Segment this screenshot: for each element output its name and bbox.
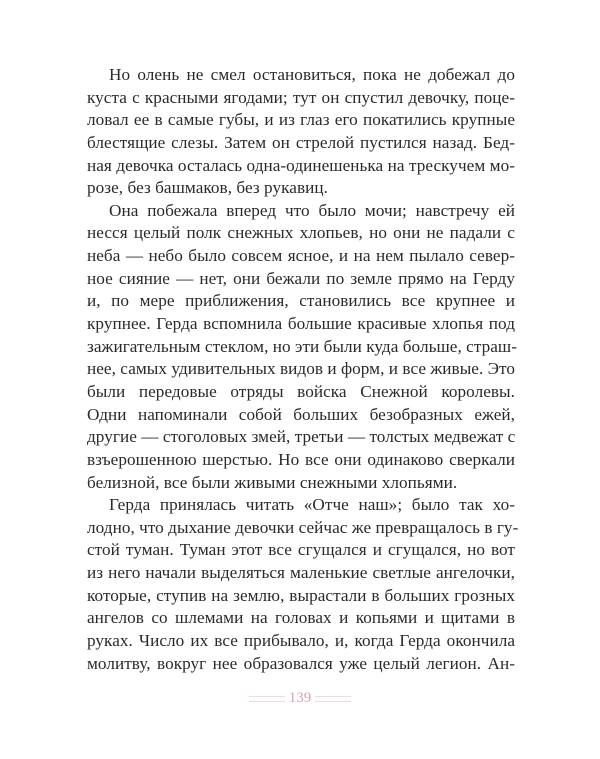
text-line: неба — небо было совсем ясное, и на нем пылало север- xyxy=(87,246,515,266)
text-line: блестящие слезы. Затем он стрелой пустился назад. Бед- xyxy=(87,132,515,152)
text-line: Она побежала вперед что было мочи; навстречу ей xyxy=(109,200,515,220)
text-line: и, по мере приближения, становились все крупнее и xyxy=(87,291,515,311)
text-line: несся целый полк снежных хлопьев, но они не падали с xyxy=(87,223,515,243)
text-line: Но олень не смел остановиться, пока не добежал до xyxy=(109,65,515,84)
page-number: 139 xyxy=(288,690,312,706)
paragraph xyxy=(87,494,519,675)
text-line: Герда принялась читать «Отче наш»; было так хо- xyxy=(109,495,515,515)
text-line: крупнее. Герда вспомнила большие красивые хлопья под xyxy=(87,314,515,334)
text-line: розе, без башмаков, без рукавиц. xyxy=(87,178,328,198)
page-number-footer xyxy=(0,690,600,707)
text-line: куста с красными ягодами; тут он спустил девочку, поце- xyxy=(87,87,515,107)
text-line: белизной, все были живыми снежными хлопьями. xyxy=(87,472,458,492)
paragraph xyxy=(87,64,515,200)
text-line: которые, ступив на землю, вырастали в больших грозных xyxy=(87,585,515,605)
book-page-text xyxy=(87,64,519,675)
text-line: молитву, вокруг нее образовался уже целый легион. Ан- xyxy=(87,653,515,673)
text-line: ная девочка осталась одна-одинешенька на трескучем мо- xyxy=(87,155,515,175)
paragraph xyxy=(87,200,515,494)
text-line: стой туман. Туман этот все сгущался и сгущался, но вот xyxy=(87,540,515,560)
text-line: взъерошенною шерстью. Но все они одинаково сверкали xyxy=(87,449,515,469)
text-line: лодно, что дыхание девочки сейчас же превращалось в гу- xyxy=(87,517,519,537)
text-line: зажигательным стеклом, но эти были куда больше, страш- xyxy=(87,336,517,356)
text-line: из него начали выделяться маленькие светлые ангелочки, xyxy=(87,563,515,583)
text-line: нее, самых удивительных видов и форм, и все живые. Это xyxy=(87,359,516,379)
ornament-left-icon xyxy=(249,696,285,702)
text-line: были передовые отряды войска Снежной королевы. xyxy=(87,381,515,401)
ornament-right-icon xyxy=(315,696,351,702)
text-line: ангелов со шлемами на головах и копьями и щитами в xyxy=(87,608,515,628)
text-line: ловал ее в самые губы, и из глаз его покатились крупные xyxy=(87,110,515,130)
text-line: ное сияние — нет, они бежали по земле прямо на Герду xyxy=(87,268,515,288)
text-line: руках. Число их все прибывало, и, когда Герда окончила xyxy=(87,631,515,651)
text-line: другие — стоголовых змей, третьи — толстых медвежат с xyxy=(87,427,516,447)
text-line: Одни напоминали собой больших безобразных ежей, xyxy=(87,404,515,424)
